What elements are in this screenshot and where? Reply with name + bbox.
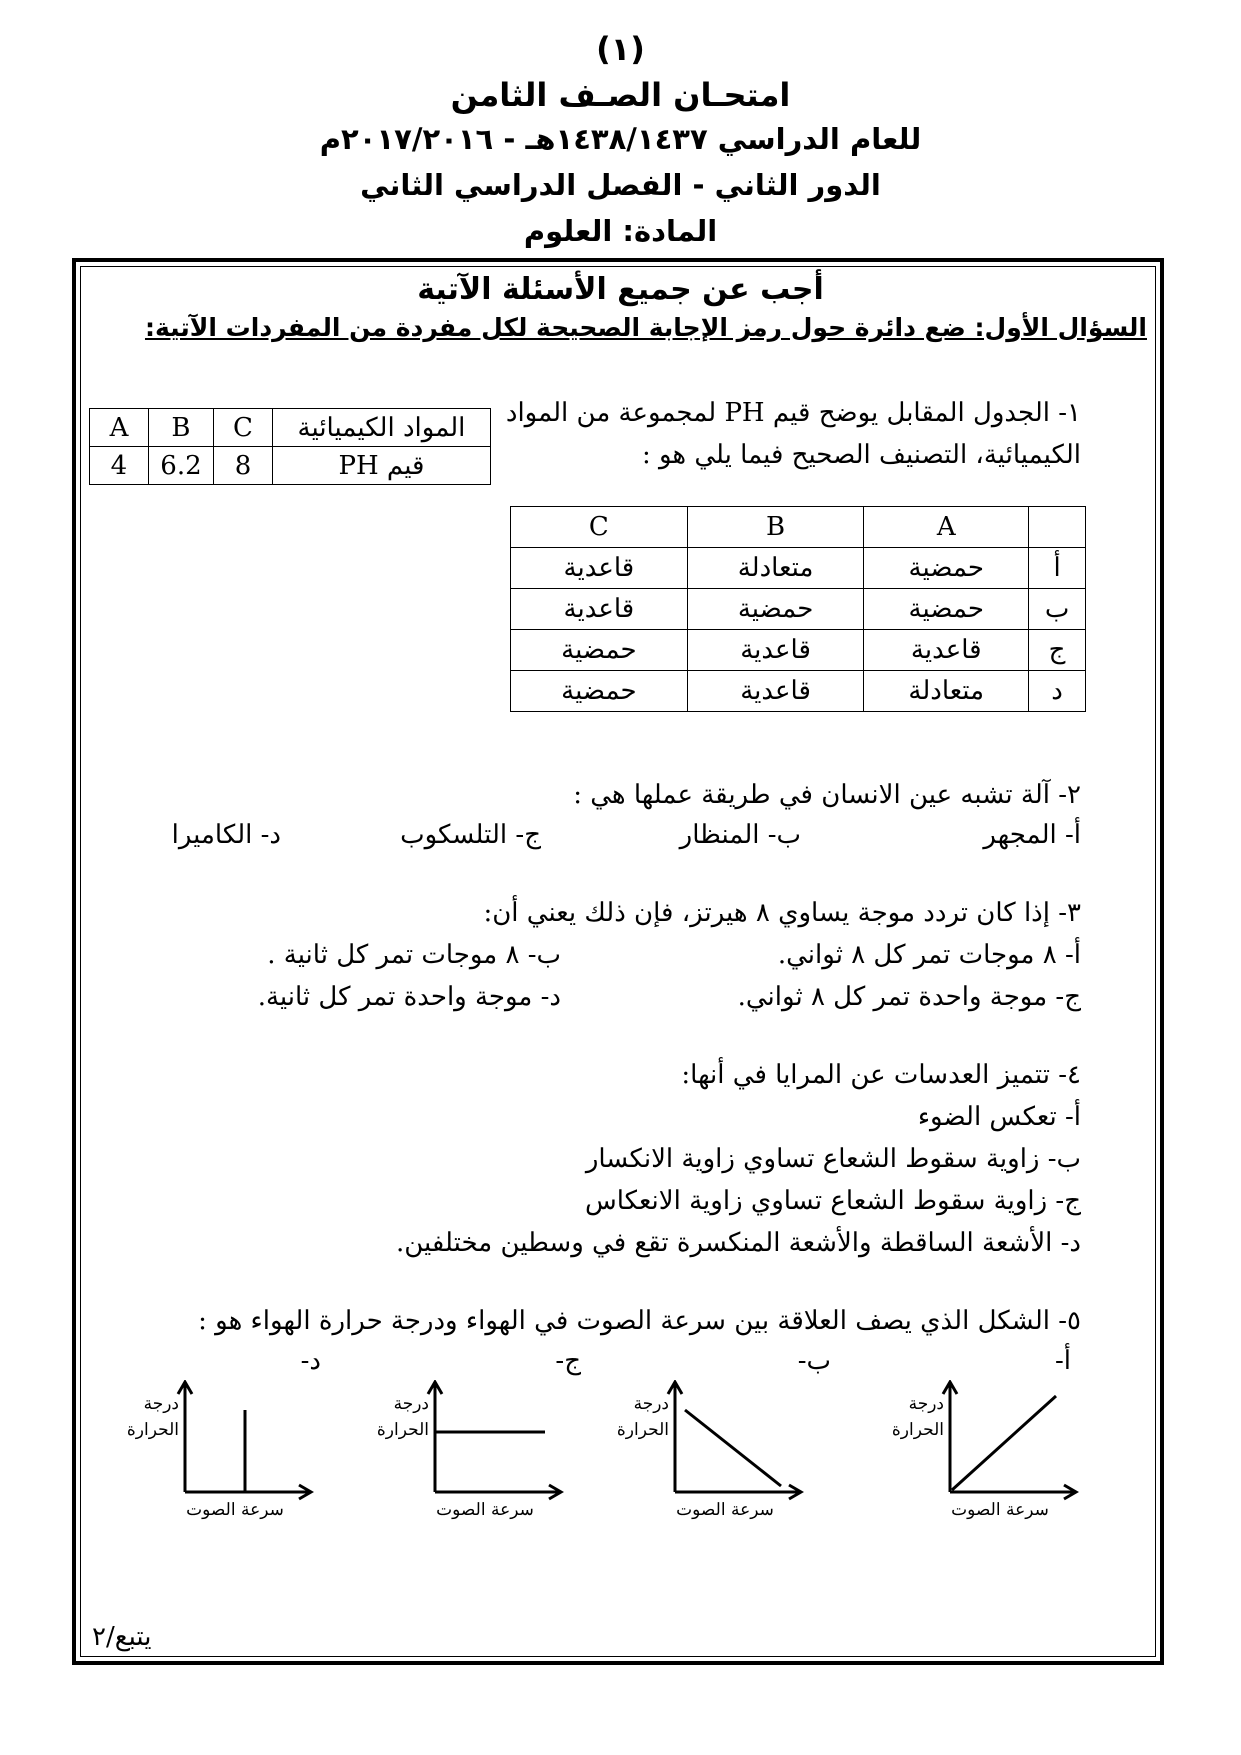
item-3-stem: ٣- إذا كان تردد موجة يساوي ٨ هيرتز، فإن ذلك يعني أن:: [483, 898, 1081, 928]
item-2-stem: ٢- آلة تشبه عين الانسان في طريقة عملها هي :: [573, 780, 1081, 810]
row-cell: قاعدية: [687, 630, 864, 671]
ph-values-table: [89, 408, 491, 485]
row-cell: متعادلة: [687, 548, 864, 589]
instructions: أجب عن جميع الأسئلة الآتية: [417, 272, 824, 307]
table-row: [511, 671, 1086, 712]
row-cell: حمضية: [511, 630, 688, 671]
ph-value-b: 6.2: [148, 447, 213, 485]
class-header-empty: [1029, 507, 1086, 548]
row-cell: حمضية: [864, 548, 1029, 589]
ph-header-b: B: [148, 409, 213, 447]
ph-value-label: قيم PH: [272, 447, 490, 485]
ph-value-c: 8: [214, 447, 273, 485]
x-axis-label: سرعة الصوت: [436, 1500, 534, 1520]
exam-subject: المادة: العلوم: [523, 214, 718, 248]
row-letter: أ: [1029, 548, 1086, 589]
question-1-heading: السؤال الأول: ضع دائرة حول رمز الإجابة الصحيحة لكل مفردة من المفردات الآتية:: [144, 313, 1147, 342]
continue-note: يتبع/٢: [92, 1622, 152, 1652]
graph-a: [860, 1380, 1080, 1530]
item-4-option-c: ج- زاوية سقوط الشعاع تساوي زاوية الانعكاس: [584, 1186, 1081, 1216]
item-4-option-b: ب- زاوية سقوط الشعاع تساوي زاوية الانكسار: [585, 1144, 1081, 1174]
item-1-line-1: ١- الجدول المقابل يوضح قيم PH لمجموعة من المواد: [505, 398, 1081, 428]
row-cell: قاعدية: [511, 548, 688, 589]
class-header-c: C: [511, 507, 688, 548]
y-axis-label: درجة: [143, 1394, 179, 1414]
x-axis-label: سرعة الصوت: [186, 1500, 284, 1520]
graph-label-b: ب-: [797, 1346, 831, 1376]
page-number: (١): [596, 30, 645, 68]
class-header-a: A: [864, 507, 1029, 548]
graph-label-c: ج-: [555, 1346, 581, 1376]
item-2-option-a: أ- المجهر: [983, 820, 1081, 850]
y-axis-label: الحرارة: [126, 1420, 179, 1440]
classification-table: [510, 506, 1086, 712]
item-3-option-b: ب- ٨ موجات تمر كل ثانية .: [267, 940, 561, 970]
row-cell: قاعدية: [864, 630, 1029, 671]
graph-label-d: د-: [300, 1346, 321, 1376]
y-axis-label: الحرارة: [376, 1420, 429, 1440]
item-4-option-a: أ- تعكس الضوء: [917, 1102, 1081, 1132]
y-axis-label: درجة: [633, 1394, 669, 1414]
row-letter: ب: [1029, 589, 1086, 630]
class-header-b: B: [687, 507, 864, 548]
graph-label-a: أ-: [1054, 1346, 1071, 1376]
table-row: [511, 630, 1086, 671]
y-axis-label: الحرارة: [891, 1420, 944, 1440]
item-2-option-d: د- الكاميرا: [171, 820, 281, 850]
exam-round: الدور الثاني - الفصل الدراسي الثاني: [360, 168, 881, 202]
row-cell: حمضية: [511, 671, 688, 712]
table-row: [511, 548, 1086, 589]
item-3-option-a: أ- ٨ موجات تمر كل ٨ ثواني.: [777, 940, 1081, 970]
row-cell: قاعدية: [687, 671, 864, 712]
ph-header-a: A: [90, 409, 149, 447]
item-1-line-2: الكيميائية، التصنيف الصحيح فيما يلي هو :: [641, 440, 1081, 470]
item-2-option-c: ج- التلسكوب: [400, 820, 541, 850]
y-axis-label: الحرارة: [616, 1420, 669, 1440]
row-letter: د: [1029, 671, 1086, 712]
graph-d: [95, 1380, 315, 1530]
row-cell: قاعدية: [511, 589, 688, 630]
table-row: [511, 589, 1086, 630]
y-axis-label: درجة: [393, 1394, 429, 1414]
graph-c: [345, 1380, 565, 1530]
item-5-stem: ٥- الشكل الذي يصف العلاقة بين سرعة الصوت في الهواء ودرجة حرارة الهواء هو :: [198, 1306, 1081, 1336]
ph-value-a: 4: [90, 447, 149, 485]
exam-title: امتحـان الصـف الثامن: [450, 76, 791, 114]
row-cell: متعادلة: [864, 671, 1029, 712]
x-axis-label: سرعة الصوت: [951, 1500, 1049, 1520]
y-axis-label: درجة: [908, 1394, 944, 1414]
item-2-option-b: ب- المنظار: [679, 820, 801, 850]
item-4-stem: ٤- تتميز العدسات عن المرايا في أنها:: [681, 1060, 1081, 1090]
ph-header-label: المواد الكيميائية: [272, 409, 490, 447]
graph-b: [585, 1380, 805, 1530]
row-cell: حمضية: [687, 589, 864, 630]
row-letter: ج: [1029, 630, 1086, 671]
item-3-option-c: ج- موجة واحدة تمر كل ٨ ثواني.: [737, 982, 1081, 1012]
academic-year: للعام الدراسي ١٤٣٨/١٤٣٧هـ - ٢٠١٧/٢٠١٦م: [319, 122, 922, 156]
x-axis-label: سرعة الصوت: [676, 1500, 774, 1520]
row-cell: حمضية: [864, 589, 1029, 630]
item-4-option-d: د- الأشعة الساقطة والأشعة المنكسرة تقع في وسطين مختلفين.: [395, 1228, 1081, 1258]
ph-header-c: C: [214, 409, 273, 447]
item-3-option-d: د- موجة واحدة تمر كل ثانية.: [257, 982, 561, 1012]
